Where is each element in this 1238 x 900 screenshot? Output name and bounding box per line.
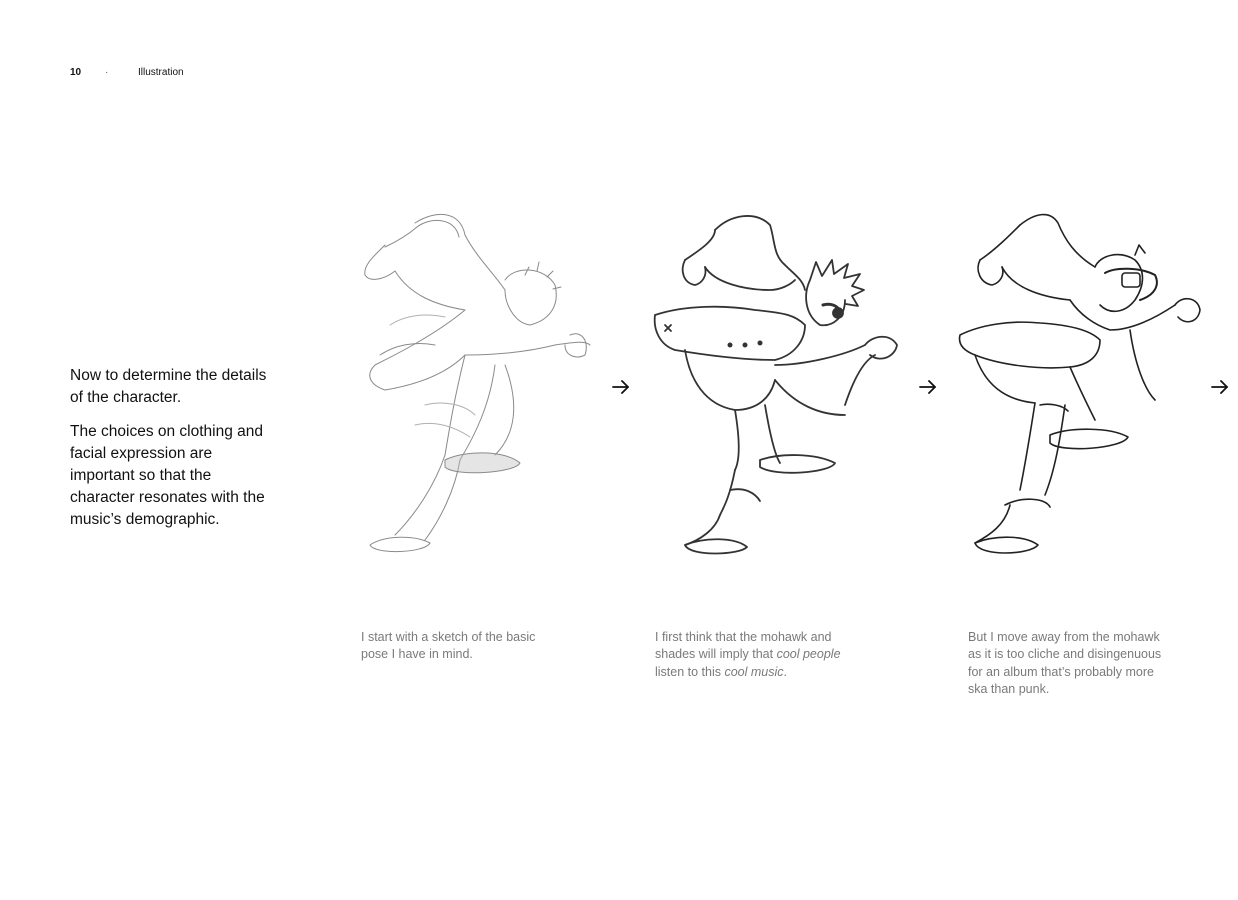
caption-text: listen to this [655, 664, 725, 679]
caption-emphasis: cool music [724, 664, 784, 679]
caption-emphasis: cool people [776, 647, 841, 662]
intro-paragraph-1: Now to determine the details of the character. [70, 367, 267, 406]
arrow-right-icon [918, 377, 938, 397]
header-separator: · [105, 67, 109, 78]
mohawk-shades-drawing [645, 205, 910, 565]
intro-text [70, 365, 270, 543]
caption-text: I first think that the mohawk and shades will imply that [655, 630, 832, 662]
caption-text: . [783, 664, 788, 679]
intro-paragraph-2: The choices on clothing and facial expression are important so that the character resonates with the music’s demographic. [70, 423, 265, 528]
caption-step-1: I start with a sketch of the basic pose I have in mind. [361, 630, 536, 662]
arrow-right-icon [1210, 377, 1230, 397]
goggles-character-drawing [950, 205, 1205, 565]
section-title: Illustration [138, 67, 184, 78]
caption-step-2 [655, 629, 865, 681]
page-number: 10 [70, 67, 82, 78]
arrow-right-icon [611, 377, 631, 397]
caption-step-3: But I move away from the mohawk as it is too cliche and disingenuous for an album that’s probably more ska than punk. [968, 630, 1162, 696]
pencil-sketch-drawing [355, 205, 595, 565]
